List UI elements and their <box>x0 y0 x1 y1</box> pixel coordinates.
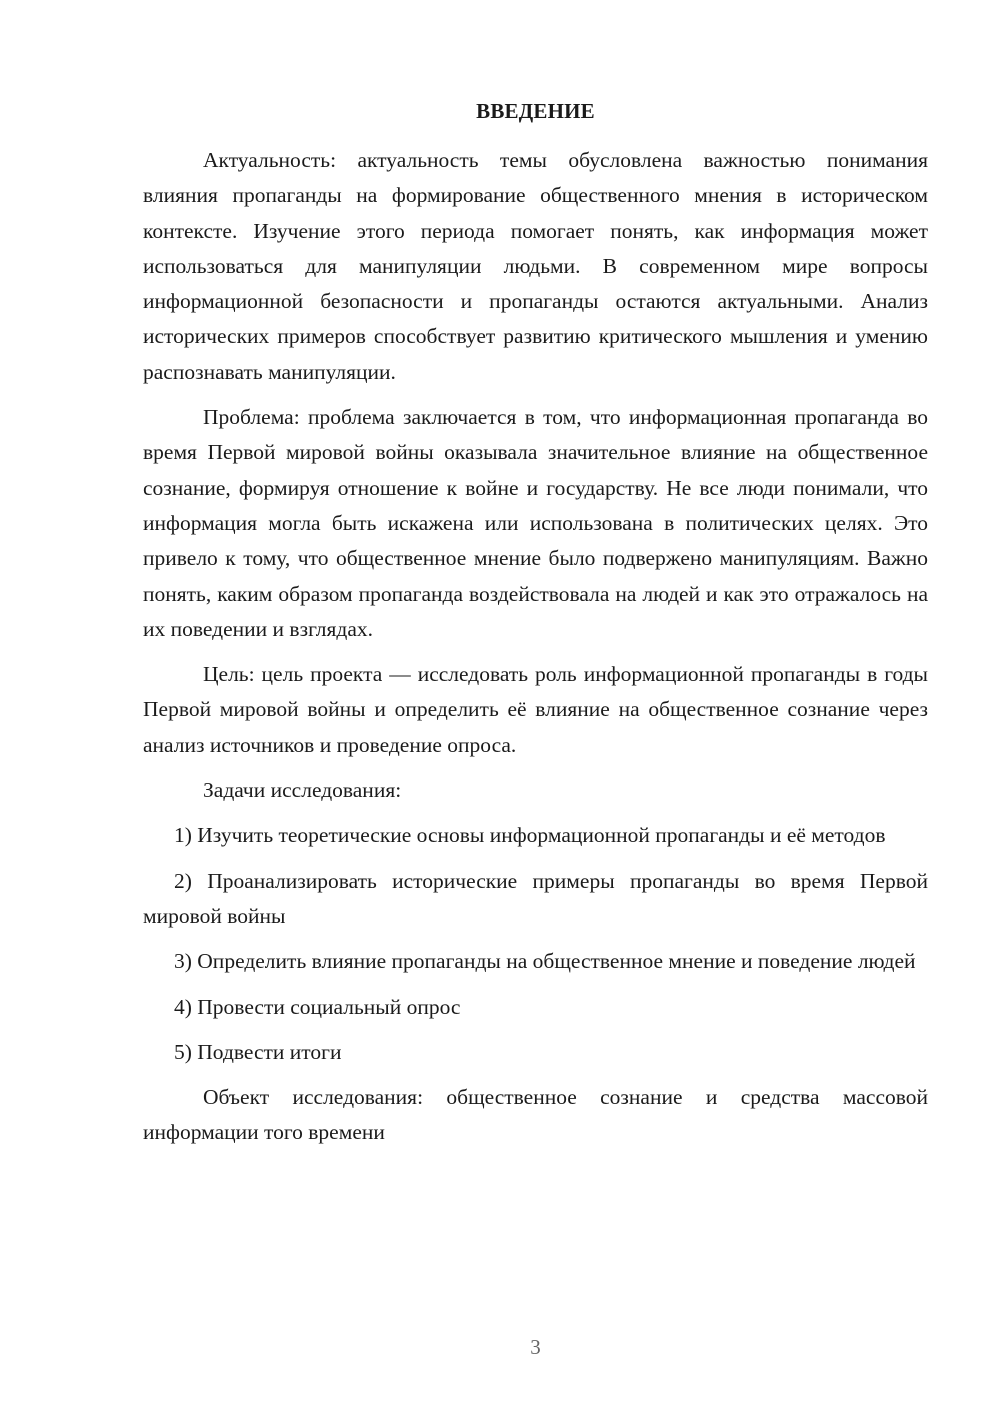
section-title: ВВЕДЕНИЕ <box>476 99 595 123</box>
relevance-paragraph: Актуальность: актуальность темы обусловлена важностью понимания влияния пропаганды на формирование общественного мнения в историческом контексте. Изучение этого периода помогает понять, как информация может использоваться для манипуляции людьми. В современном мире вопросы информационной безопасности и пропаганды остаются актуальными. Анализ исторических примеров способствует развитию критического мышления и умению распознавать манипуляции. <box>143 148 928 384</box>
task-item: 5) Подвести итоги <box>174 1039 342 1064</box>
problem-paragraph: Проблема: проблема заключается в том, что информационная пропаганда во время Первой мировой войны оказывала значительное влияние на общественное сознание, формируя отношение к войне и государству. Не все люди понимали, что информация могла быть искажена или использована в политических целях. Это привело к тому, что общественное мнение было подвержено манипуляциям. Важно понять, каким образом пропаганда воздействовала на людей и как это отражалось на их поведении и взглядах. <box>143 405 928 641</box>
object-paragraph: Объект исследования: общественное сознание и средства массовой информации того времени <box>143 1085 928 1145</box>
tasks-heading: Задачи исследования: <box>203 778 402 803</box>
task-item: 2) Проанализировать исторические примеры пропаганды во время Первой мировой войны <box>143 868 928 928</box>
document-page <box>143 0 928 1414</box>
body-text <box>143 143 928 1161</box>
goal-paragraph: Цель: цель проекта — исследовать роль информационной пропаганды в годы Первой мировой войны и определить её влияние на общественное сознание через анализ источников и проведение опроса. <box>143 662 928 757</box>
task-item: 3) Определить влияние пропаганды на общественное мнение и поведение людей <box>174 949 916 974</box>
task-item: 1) Изучить теоретические основы информационной пропаганды и её методов <box>174 823 886 848</box>
task-item: 4) Провести социальный опрос <box>174 994 461 1019</box>
page-number: 3 <box>530 1335 541 1359</box>
